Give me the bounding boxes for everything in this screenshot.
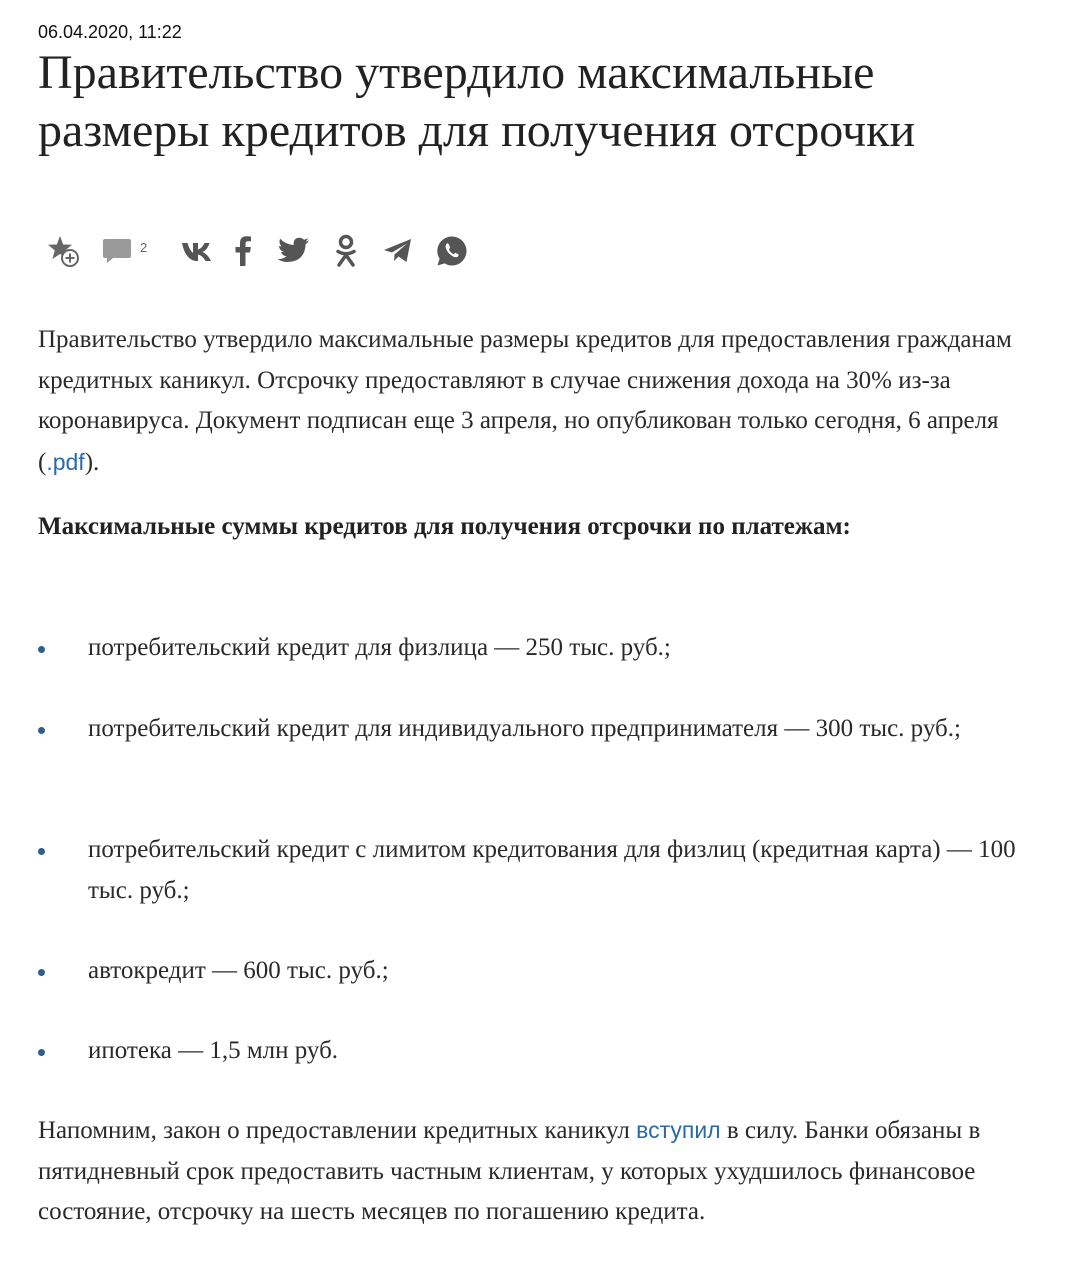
- list-item: потребительский кредит для физлица — 250 тыс. руб.;: [38, 628, 1038, 669]
- list-item: потребительский кредит с лимитом кредитования для физлиц (кредитная карта) — 100 тыс. руб.;: [38, 830, 1038, 911]
- list-item: автокредит — 600 тыс. руб.;: [38, 951, 1038, 992]
- list-item: потребительский кредит для индивидуального предпринимателя — 300 тыс. руб.;: [38, 709, 1038, 750]
- vk-icon[interactable]: [181, 231, 215, 271]
- comment-icon: [102, 237, 132, 265]
- bullet-icon: [38, 727, 45, 734]
- intro-paragraph: Правительство утвердило максимальные размеры кредитов для предоставления гражданам кредитных каникул. Отсрочку предоставляют в случае снижения дохода на 30% из-за коронавируса. Документ подписан еще 3 апреля, но опубликован только сегодня, 6 апреля (.pdf).: [38, 326, 1012, 476]
- twitter-icon[interactable]: [277, 231, 311, 271]
- bullet-icon: [38, 1049, 45, 1056]
- law-link[interactable]: вступил: [636, 1117, 721, 1143]
- outro-paragraph: Напомним, закон о предоставлении кредитных каникул вступил в силу. Банки обязаны в пятидневный срок предоставить частным клиентам, у которых ухудшилось финансовое состояние, отсрочку на шесть месяцев по погашению кредита.: [38, 1117, 981, 1225]
- facebook-icon[interactable]: [233, 231, 253, 271]
- odnoklassniki-icon[interactable]: [333, 231, 359, 271]
- whatsapp-icon[interactable]: [435, 231, 469, 271]
- telegram-icon[interactable]: [383, 231, 413, 271]
- publish-date: 06.04.2020, 11:22: [38, 22, 182, 42]
- bullet-icon: [38, 848, 45, 855]
- list-item: ипотека — 1,5 млн руб.: [38, 1031, 1038, 1072]
- comment-button[interactable]: [102, 231, 147, 271]
- bullet-icon: [38, 969, 45, 976]
- list-heading: Максимальные суммы кредитов для получения отсрочки по платежам:: [38, 513, 851, 540]
- share-toolbar: [44, 228, 469, 274]
- article-title: Правительство утвердило максимальные размеры кредитов для получения отсрочки: [38, 46, 916, 157]
- favorite-add-icon[interactable]: [44, 231, 84, 271]
- bullet-icon: [38, 646, 45, 653]
- comments-count: 2: [140, 239, 148, 255]
- pdf-link[interactable]: .pdf: [46, 448, 85, 475]
